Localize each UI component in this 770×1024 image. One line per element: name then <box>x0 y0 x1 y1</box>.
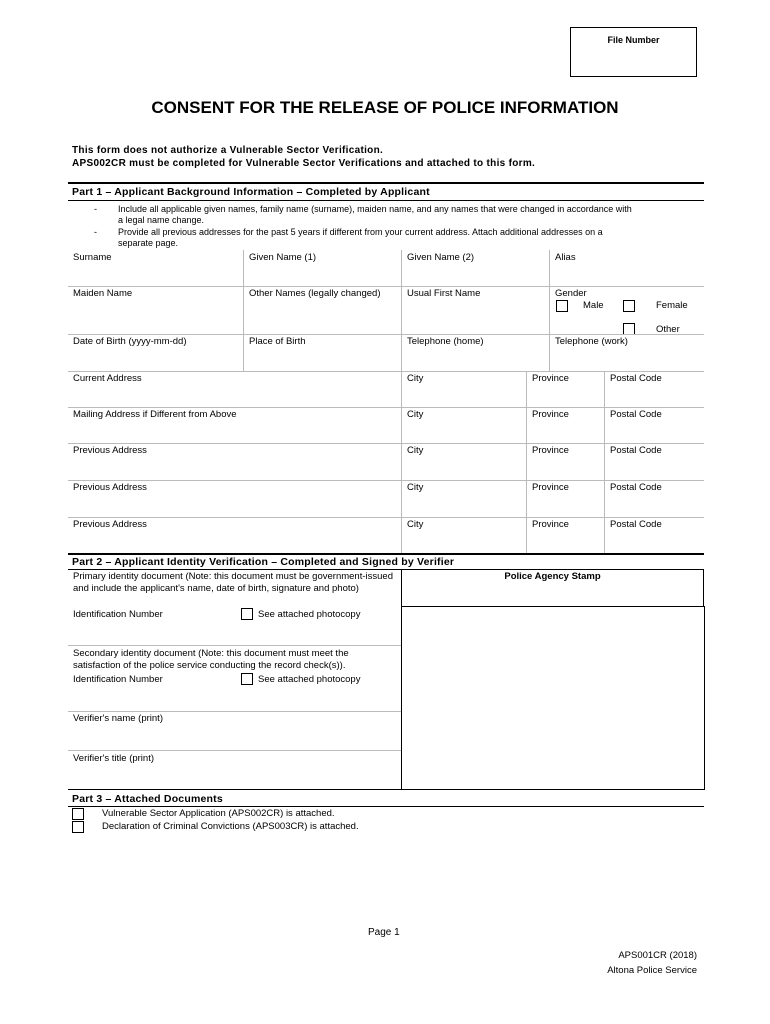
bullet-1-line-1: Include all applicable given names, family name (surname), maiden name, and any names that were changed in accordance with <box>118 204 632 214</box>
divider <box>401 480 402 517</box>
divider <box>401 286 402 334</box>
city-label: City <box>407 482 424 493</box>
divider <box>549 334 550 371</box>
row-rule <box>68 407 704 408</box>
photocopy-label-1: See attached photocopy <box>258 609 361 620</box>
divider <box>401 407 402 443</box>
photocopy-checkbox-2[interactable] <box>241 673 253 685</box>
row-rule <box>68 334 704 335</box>
divider <box>401 443 402 480</box>
part1-heading-rule <box>68 200 704 201</box>
vulnerable-sector-checkbox[interactable] <box>72 808 84 820</box>
criminal-convictions-label: Declaration of Criminal Convictions (APS003CR) is attached. <box>102 821 359 832</box>
divider <box>604 480 605 517</box>
city-label: City <box>407 373 424 384</box>
part1-heading: Part 1 – Applicant Background Information – Completed by Applicant <box>72 186 430 198</box>
alias-label: Alias <box>555 252 576 263</box>
divider <box>604 371 605 407</box>
other-gender-label: Other <box>656 324 680 335</box>
primary-document-label: Primary identity document (Note: this document must be government-issued and include the applicant's name, date of birth, signature and photo) <box>73 571 393 594</box>
previous-address-label: Previous Address <box>73 482 147 493</box>
divider <box>604 517 605 553</box>
row-rule <box>68 371 704 372</box>
postal-code-label: Postal Code <box>610 482 662 493</box>
mailing-address-label: Mailing Address if Different from Above <box>73 409 237 420</box>
current-address-label: Current Address <box>73 373 142 384</box>
other-names-label: Other Names (legally changed) <box>249 288 381 299</box>
divider <box>703 569 704 606</box>
divider <box>526 407 527 443</box>
divider <box>526 371 527 407</box>
postal-code-label: Postal Code <box>610 445 662 456</box>
verifier-title-label: Verifier's title (print) <box>73 753 155 764</box>
male-label: Male <box>583 300 604 311</box>
page-title: CONSENT FOR THE RELEASE OF POLICE INFORMATION <box>151 98 619 117</box>
photocopy-label-2: See attached photocopy <box>258 674 361 685</box>
postal-code-label: Postal Code <box>610 373 662 384</box>
divider <box>526 480 527 517</box>
divider <box>604 407 605 443</box>
surname-label: Surname <box>73 252 112 263</box>
notice-line-1: This form does not authorize a Vulnerable Sector Verification. <box>72 145 384 156</box>
page-number: Page 1 <box>368 927 400 938</box>
previous-address-label: Previous Address <box>73 519 147 530</box>
divider <box>549 250 550 286</box>
row-rule <box>68 517 704 518</box>
row-rule <box>68 711 401 712</box>
place-of-birth-label: Place of Birth <box>249 336 306 347</box>
row-rule <box>68 750 401 751</box>
part1-top-rule <box>68 182 704 184</box>
bullet-dash-2: - <box>94 227 97 237</box>
city-label: City <box>407 445 424 456</box>
file-number-box[interactable] <box>570 27 697 77</box>
divider <box>401 517 402 553</box>
usual-first-name-label: Usual First Name <box>407 288 481 299</box>
bullet-2-line-2: separate page. <box>118 238 179 248</box>
male-checkbox[interactable] <box>556 300 568 312</box>
part2-heading-rule <box>68 569 704 570</box>
given-name-2-label: Given Name (2) <box>407 252 475 263</box>
dob-label: Date of Birth (yyyy-mm-dd) <box>73 336 187 347</box>
divider <box>401 371 402 407</box>
identification-number-label-1: Identification Number <box>73 609 163 620</box>
divider <box>604 443 605 480</box>
police-agency-stamp-box[interactable] <box>401 606 705 790</box>
vulnerable-sector-label: Vulnerable Sector Application (APS002CR) is attached. <box>102 808 335 819</box>
part3-heading-rule <box>68 806 704 807</box>
given-name-1-label: Given Name (1) <box>249 252 317 263</box>
divider <box>549 286 550 334</box>
province-label: Province <box>532 445 569 456</box>
province-label: Province <box>532 373 569 384</box>
divider <box>401 250 402 286</box>
notice-line-2: APS002CR must be completed for Vulnerable Sector Verifications and attached to this form. <box>72 158 536 169</box>
maiden-name-label: Maiden Name <box>73 288 133 299</box>
female-label: Female <box>656 300 688 311</box>
divider <box>243 334 244 371</box>
bullet-dash-1: - <box>94 204 97 214</box>
row-rule <box>68 443 704 444</box>
previous-address-label: Previous Address <box>73 445 147 456</box>
city-label: City <box>407 519 424 530</box>
divider <box>243 250 244 286</box>
bullet-2-line-1: Provide all previous addresses for the past 5 years if different from your current address. Attach additional addresses on a <box>118 227 603 237</box>
postal-code-label: Postal Code <box>610 519 662 530</box>
row-rule <box>68 286 704 287</box>
telephone-home-label: Telephone (home) <box>407 336 484 347</box>
agency-name: Altona Police Service <box>607 965 697 976</box>
file-number-label: File Number <box>607 35 660 45</box>
secondary-document-label: Secondary identity document (Note: this document must meet the satisfaction of the police service conducting the record check(s)). <box>73 648 349 671</box>
row-rule <box>68 480 704 481</box>
province-label: Province <box>532 482 569 493</box>
row-rule <box>68 645 401 646</box>
divider <box>401 334 402 371</box>
telephone-work-label: Telephone (work) <box>555 336 628 347</box>
police-agency-stamp-label: Police Agency Stamp <box>504 571 601 582</box>
form-code: APS001CR (2018) <box>618 950 697 961</box>
province-label: Province <box>532 409 569 420</box>
part3-heading: Part 3 – Attached Documents <box>72 793 223 805</box>
province-label: Province <box>532 519 569 530</box>
criminal-convictions-checkbox[interactable] <box>72 821 84 833</box>
bullet-1-line-2: a legal name change. <box>118 215 205 225</box>
female-checkbox[interactable] <box>623 300 635 312</box>
verifier-name-label: Verifier's name (print) <box>73 713 163 724</box>
identification-number-label-2: Identification Number <box>73 674 163 685</box>
divider <box>526 443 527 480</box>
part2-top-rule <box>68 553 704 555</box>
photocopy-checkbox-1[interactable] <box>241 608 253 620</box>
city-label: City <box>407 409 424 420</box>
part2-heading: Part 2 – Applicant Identity Verification – Completed and Signed by Verifier <box>72 556 455 568</box>
gender-label: Gender <box>555 288 587 299</box>
divider <box>526 517 527 553</box>
postal-code-label: Postal Code <box>610 409 662 420</box>
divider <box>243 286 244 334</box>
